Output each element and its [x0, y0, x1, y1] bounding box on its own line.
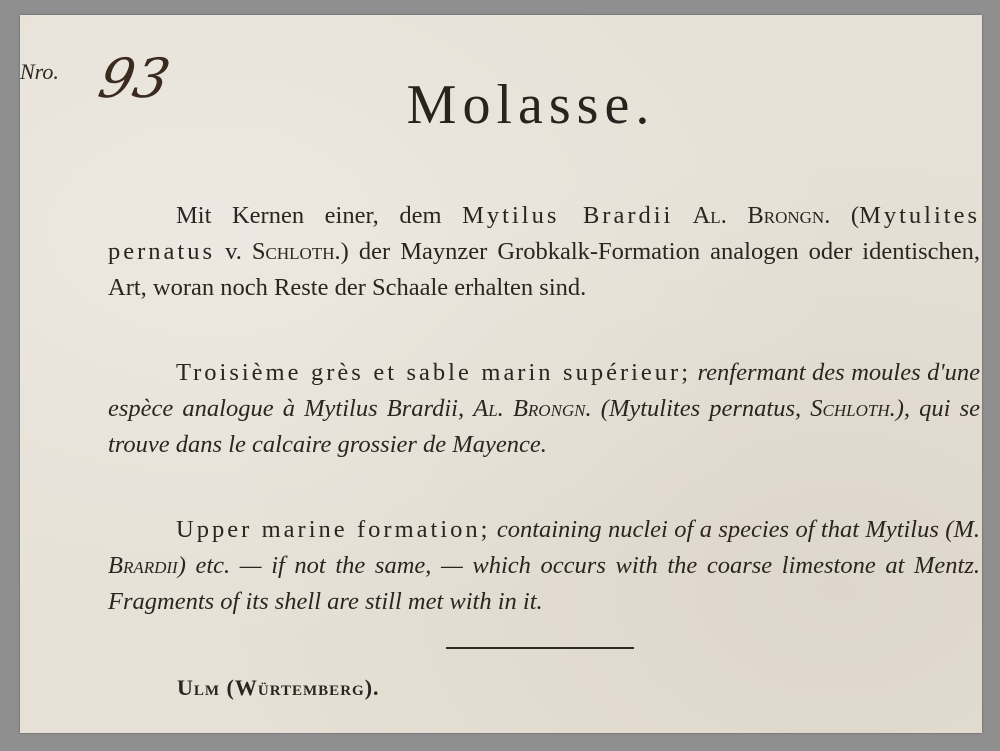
- handwritten-number: 93: [93, 47, 176, 110]
- divider-rule: [446, 647, 634, 649]
- p1-text-f: v.: [215, 237, 252, 265]
- p3-heading: Upper marine formation;: [176, 515, 491, 543]
- p2-author: Al. Brongn.: [473, 394, 592, 422]
- p1-author: Al. Brongn.: [673, 201, 831, 229]
- label-title: Molasse.: [406, 74, 656, 136]
- p1-text-a: Mit Kernen einer, dem: [176, 201, 463, 229]
- number-prefix: Nro.: [20, 59, 59, 84]
- specimen-label: [20, 15, 982, 733]
- p1-species: Mytilus Brardii: [462, 201, 674, 229]
- p1-synonym: Mytulites pernatus: [108, 201, 980, 265]
- p3-text-b: containing nuclei of a species of that: [490, 515, 866, 543]
- p2-heading: Troisième grès et sable marin supérieur;: [176, 358, 692, 386]
- p2-text-d: ,: [458, 394, 474, 422]
- p2-text-f: (: [591, 394, 609, 422]
- p2-text-j: ), qui se trouve dans le calcaire grossier de Mayence.: [108, 394, 981, 458]
- p2-synonym: Mytulites pernatus: [608, 394, 796, 422]
- french-paragraph: [108, 355, 980, 463]
- locality: Ulm (Würtemberg).: [177, 675, 380, 700]
- p1-text-d: (: [830, 201, 860, 229]
- english-paragraph: [108, 512, 980, 620]
- p2-species: Mytilus Brardii: [304, 394, 458, 422]
- p2-author-2: Schloth.: [810, 394, 896, 422]
- p2-text-b: renfermant des moules d'une espèce analogue à: [108, 358, 980, 422]
- p3-text-f: ) etc. — if not the same, — which occurs with the coarse limestone at Mentz. Fragments of its shell are still met with in it.: [108, 551, 980, 615]
- p1-text-h: ) der Maynzer Grobkalk-Formation analogen oder identischen, Art, woran noch Reste der Schaale erhalten sind.: [108, 237, 980, 301]
- p3-text-d: (M.: [938, 515, 980, 543]
- p3-species-name: Brardii: [108, 551, 178, 579]
- p1-author-2: Schloth.: [251, 237, 341, 265]
- german-paragraph: [108, 198, 980, 306]
- p3-species: Mytilus: [865, 515, 939, 543]
- p2-text-h: ,: [795, 394, 811, 422]
